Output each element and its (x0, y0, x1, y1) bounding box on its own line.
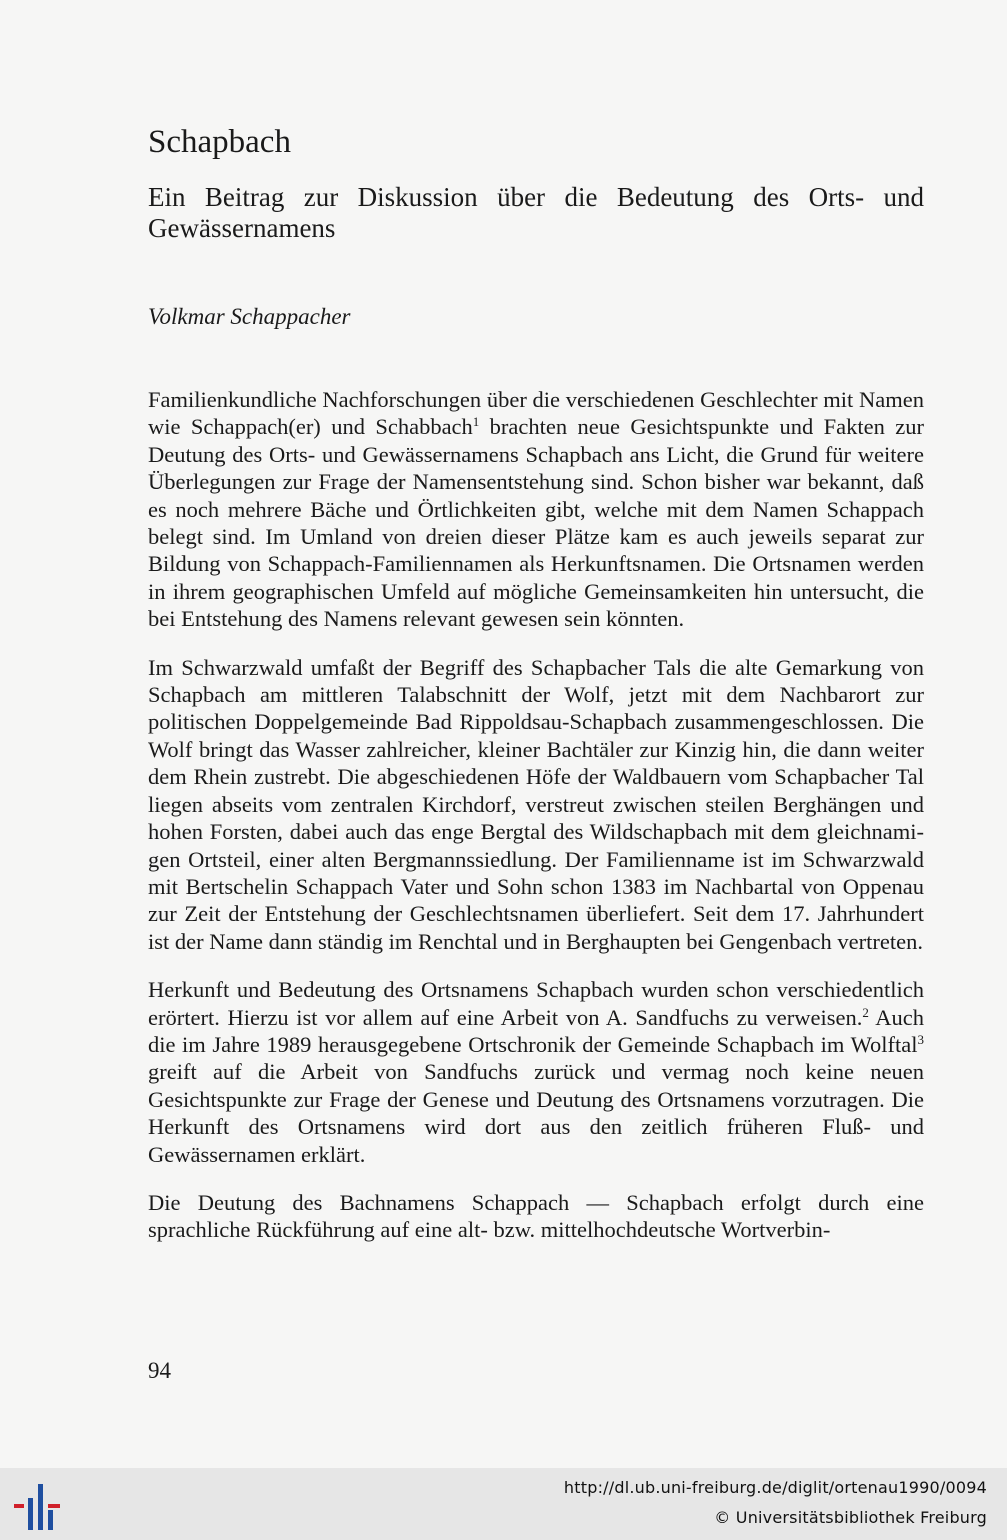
paragraph-3-text-b: Auch die im Jahre 1989 herausgegebene Ortschronik der Gemeinde Schapbach im Wolftal (148, 1004, 924, 1057)
article-body (148, 386, 924, 1265)
article-subtitle: Ein Beitrag zur Diskussion über die Bedeutung des Orts- und Gewässernamens (148, 182, 924, 243)
article-title: Schapbach (148, 124, 291, 160)
copyright-text: © Universitätsbibliothek Freiburg (714, 1508, 987, 1527)
paragraph-3 (148, 976, 924, 1168)
footnote-mark-2: 2 (862, 1004, 869, 1020)
page-number: 94 (148, 1358, 171, 1383)
footnote-mark-3: 3 (917, 1031, 924, 1047)
paragraph-3-text-a: Herkunft und Bedeutung des Ortsnamens Schapbach wurden schon verschiedentlich erörtert. Hierzu ist vor allem auf eine Arbeit von A. Sandfuchs zu verweisen. (148, 977, 924, 1030)
source-url-link[interactable]: http://dl.ub.uni-freiburg.de/diglit/ortenau1990/0094 (563, 1478, 987, 1497)
paragraph-3-text-c: greift auf die Arbeit von Sandfuchs zurück und vermag noch keine neuen Gesichtspunkte zur Frage der Genese und Deutung des Ortsnamens vorzutragen. Die Herkunft des Ortsnamens wird dort aus den zeitlich früheren Fluß- und Gewässernamen erklärt. (148, 1059, 924, 1167)
paragraph-4: Die Deutung des Bachnamens Schappach — Schapbach erfolgt durch eine sprachliche Rückführung auf eine alt- bzw. mittelhochdeutsche Wortverbin- (148, 1189, 924, 1243)
library-footer (0, 1468, 1007, 1540)
footnote-mark-1: 1 (472, 414, 480, 430)
paragraph-1-text-b: brachten neue Gesichtspunkte und Fakten zur Deutung des Orts- und Gewässernamens Schapbach ans Licht, die Grund für weitere Überlegungen zur Frage der Namensentstehung sind. Schon bisher war bekannt, daß es noch mehrere Bäche und Örtlichkeiten gibt, welche mit dem Namen Schappach belegt sind. Im Umland von dreien dieser Plätze kam es auch jeweils separat zur Bildung von Schappach-Familiennamen als Herkunftsnamen. Die Ortsnamen werden in ihrem geographischen Umfeld auf mögliche Gemeinsamkeiten hin untersucht, die bei Entstehung des Namens relevant gewesen sein könnten. (148, 414, 924, 632)
paragraph-2: Im Schwarzwald umfaßt der Begriff des Schapbacher Tals die alte Gemarkung von Schapbach am mittleren Talabschnitt der Wolf, jetzt mit dem Nachbarort zur politischen Doppelgemeinde Bad Rippoldsau-Schapbach zusammengeschlossen. Die Wolf bringt das Wasser zahlreicher, kleiner Bachtäler zur Kinzig hin, die dann weiter dem Rhein zustrebt. Die abgeschiedenen Höfe der Waldbauern vom Schapbacher Tal liegen abseits vom zentralen Kirchdorf, verstreut zwischen steilen Berghängen und hohen Forsten, dabei auch das enge Bergtal des Wildschapbach mit dem gleichnamigen Ortsteil, einer alten Bergmannssiedlung. Der Familienname ist im Schwarzwald mit Bertschelin Schappach Vater und Sohn schon 1383 im Nachbartal von Oppenau zur Zeit der Entstehung der Geschlechtsnamen überliefert. Seit dem 17. Jahrhundert ist der Name dann ständig im Renchtal und in Berghaupten bei Gengenbach vertreten. (148, 654, 924, 954)
paragraph-1 (148, 386, 924, 633)
paragraph-1-text-a: Familienkundliche Nachforschungen über die verschiedenen Geschlechter mit Namen wie Schappach(er) und Schabbach (148, 387, 924, 440)
ub-freiburg-logo-icon (10, 1480, 66, 1532)
article-author: Volkmar Schappacher (148, 304, 351, 329)
